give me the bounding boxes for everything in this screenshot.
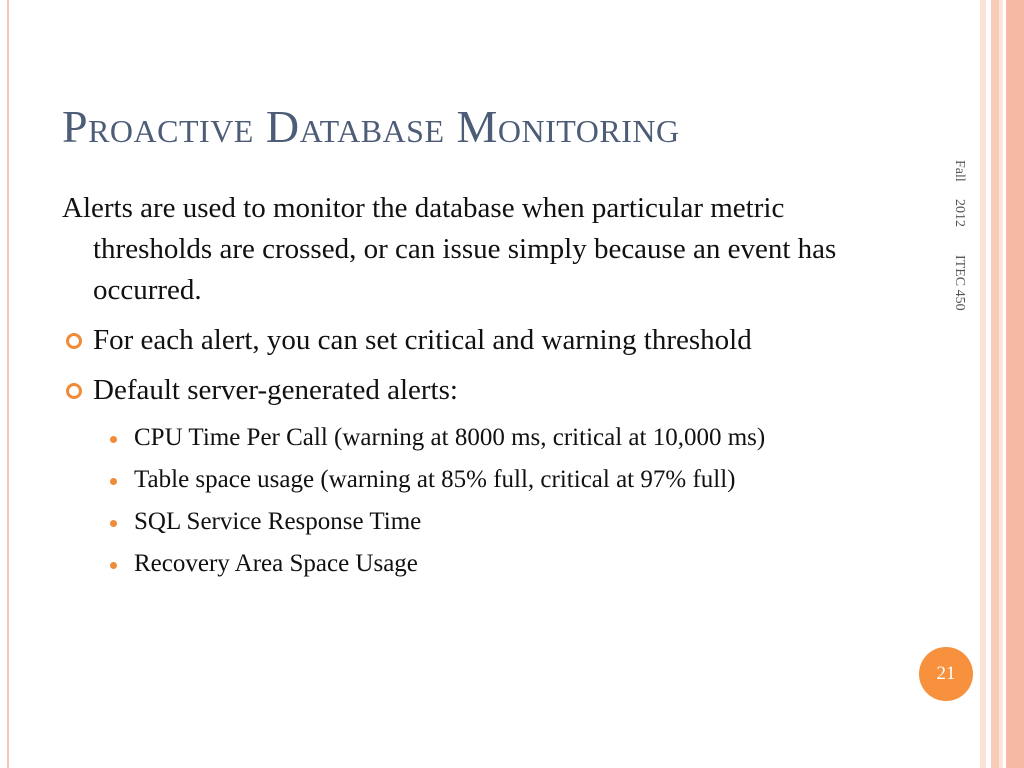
sub-bullet-item: [62, 462, 862, 498]
ring-bullet-icon: [66, 383, 82, 399]
bullet-text: For each alert, you can set critical and warning threshold: [93, 324, 752, 356]
bullet-item: [62, 320, 862, 361]
decorative-stripe: [1006, 0, 1024, 768]
sub-bullet-text: Recovery Area Space Usage: [134, 550, 418, 577]
sub-bullet-item: [62, 504, 862, 540]
footer-year: 2012: [952, 199, 967, 228]
slide-title: Proactive Database Monitoring: [62, 101, 680, 152]
dot-bullet-icon: [110, 562, 117, 569]
page-number-badge: 21: [919, 647, 973, 701]
bullet-text: Default server-generated alerts:: [93, 374, 458, 406]
dot-bullet-icon: [110, 436, 117, 443]
footer-term: Fall: [952, 160, 967, 182]
bullet-item: [62, 370, 862, 411]
sub-bullet-item: [62, 420, 862, 456]
sub-bullet-text: CPU Time Per Call (warning at 8000 ms, critical at 10,000 ms): [134, 424, 766, 451]
intro-paragraph: Alerts are used to monitor the database when particular metric thresholds are crossed, or can issue simply because an event has occurred.: [62, 192, 837, 306]
decorative-stripe: [991, 0, 999, 768]
slide-body: [62, 188, 862, 588]
sub-bullet-item: [62, 546, 862, 582]
sub-bullet-text: Table space usage (warning at 85% full, critical at 97% full): [134, 466, 736, 493]
dot-bullet-icon: [110, 478, 117, 485]
dot-bullet-icon: [110, 520, 117, 527]
footer-course: ITEC 450: [952, 254, 967, 311]
vertical-footer: [951, 160, 967, 310]
ring-bullet-icon: [66, 333, 82, 349]
sub-bullet-text: SQL Service Response Time: [134, 508, 422, 535]
left-border: [7, 0, 9, 768]
